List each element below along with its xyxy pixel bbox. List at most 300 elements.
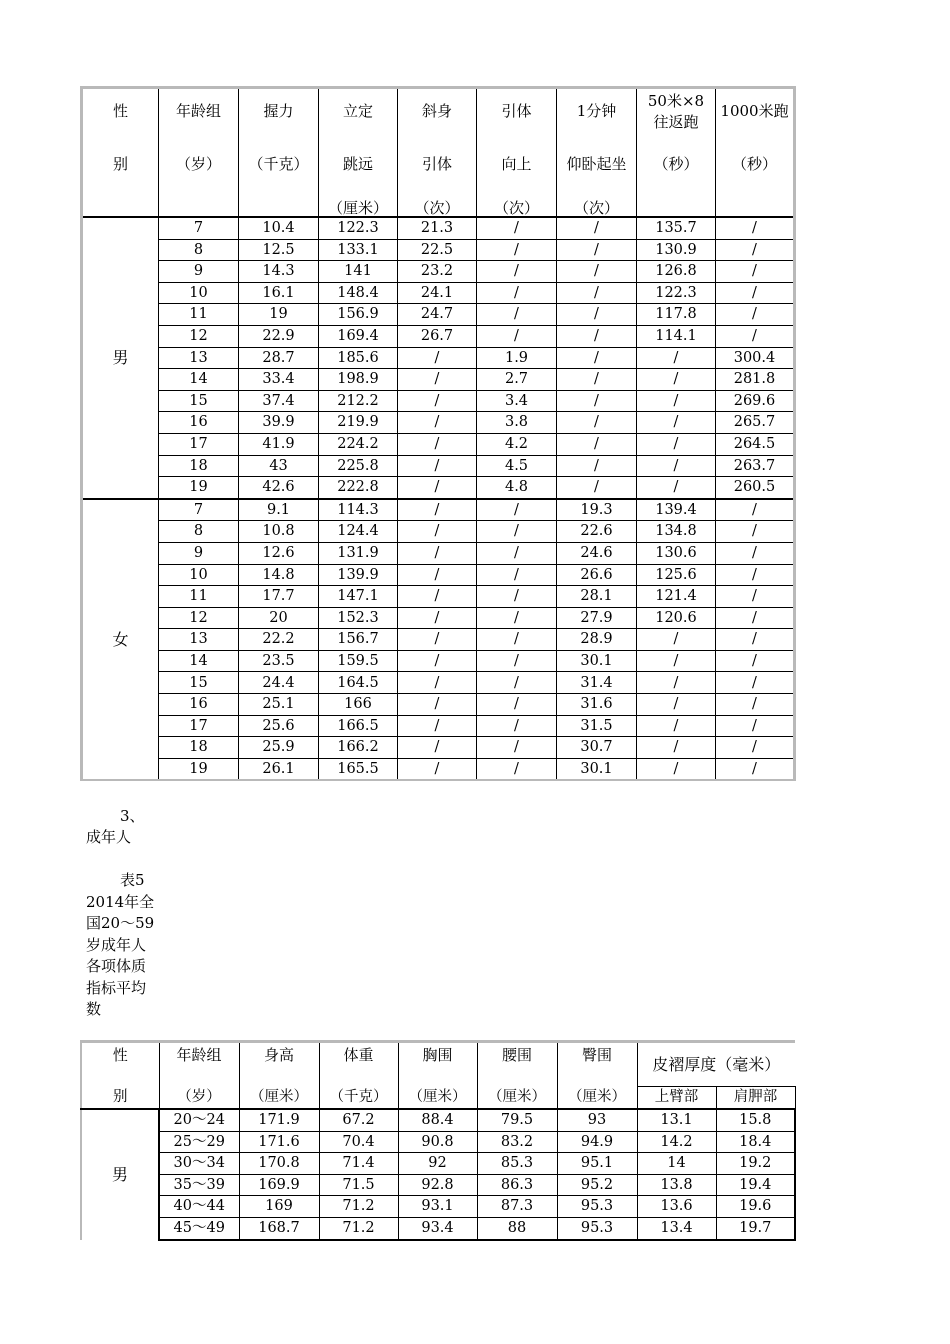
run-1000m-cell: / xyxy=(716,542,795,564)
skinfold-scapula-cell: 19.7 xyxy=(716,1217,795,1239)
header-waist: 腰围 xyxy=(477,1042,557,1087)
weight-cell: 71.2 xyxy=(319,1217,398,1239)
long-jump-cell: 166.5 xyxy=(319,715,398,737)
run-1000m-cell: / xyxy=(716,672,795,694)
shuttle-run-cell: 121.4 xyxy=(637,586,716,608)
shuttle-run-cell: 125.6 xyxy=(637,564,716,586)
grip-cell: 23.5 xyxy=(239,650,319,672)
situp-cell: 28.9 xyxy=(557,629,637,651)
run-1000m-cell: / xyxy=(716,282,795,304)
age-cell: 16 xyxy=(159,412,239,434)
chest-cell: 90.8 xyxy=(398,1131,477,1153)
caption-line: 岁成年人 xyxy=(86,935,147,954)
pullup-cell: / xyxy=(477,672,557,694)
situp-cell: / xyxy=(557,369,637,391)
pullup-cell: / xyxy=(477,586,557,608)
table-row xyxy=(82,607,795,629)
header-sex: 性 xyxy=(81,1042,159,1087)
hip-cell: 95.1 xyxy=(557,1153,637,1175)
grip-cell: 42.6 xyxy=(239,477,319,499)
chest-cell: 93.1 xyxy=(398,1196,477,1218)
inclined-pullup-cell: / xyxy=(398,347,477,369)
grip-cell: 43 xyxy=(239,455,319,477)
table-row xyxy=(82,715,795,737)
pullup-cell: 3.4 xyxy=(477,390,557,412)
long-jump-cell: 133.1 xyxy=(319,239,398,261)
grip-cell: 12.5 xyxy=(239,239,319,261)
run-1000m-cell: 263.7 xyxy=(716,455,795,477)
table-row xyxy=(82,369,795,391)
shuttle-run-cell: 126.8 xyxy=(637,261,716,283)
pullup-cell: / xyxy=(477,694,557,716)
pullup-cell: / xyxy=(477,564,557,586)
header-inclined-pullup: 斜身 引体 （次） xyxy=(398,88,477,218)
waist-cell: 85.3 xyxy=(477,1153,557,1175)
inclined-pullup-cell: / xyxy=(398,521,477,543)
age-cell: 11 xyxy=(159,586,239,608)
run-1000m-cell: / xyxy=(716,499,795,521)
grip-cell: 37.4 xyxy=(239,390,319,412)
header-chest: 胸围 xyxy=(398,1042,477,1087)
shuttle-run-cell: 135.7 xyxy=(637,217,716,239)
run-1000m-cell: 260.5 xyxy=(716,477,795,499)
table-row xyxy=(82,433,795,455)
table-row xyxy=(82,758,795,780)
inclined-pullup-cell: 23.2 xyxy=(398,261,477,283)
shuttle-run-cell: / xyxy=(637,694,716,716)
situp-cell: / xyxy=(557,261,637,283)
header-height-unit: （厘米） xyxy=(239,1087,319,1110)
table-row xyxy=(82,347,795,369)
long-jump-cell: 185.6 xyxy=(319,347,398,369)
situp-cell: 31.4 xyxy=(557,672,637,694)
grip-cell: 9.1 xyxy=(239,499,319,521)
age-cell: 14 xyxy=(159,650,239,672)
age-cell: 18 xyxy=(159,455,239,477)
header-chest-unit: （厘米） xyxy=(398,1087,477,1110)
header-pullup: 引体 向上 （次） xyxy=(477,88,557,218)
pullup-cell: / xyxy=(477,217,557,239)
pullup-cell: 3.8 xyxy=(477,412,557,434)
shuttle-run-cell: 114.1 xyxy=(637,325,716,347)
situp-cell: 19.3 xyxy=(557,499,637,521)
shuttle-run-cell: / xyxy=(637,455,716,477)
situp-cell: / xyxy=(557,412,637,434)
table-row xyxy=(81,1109,795,1131)
height-cell: 168.7 xyxy=(239,1217,319,1239)
header-situp: 1分钟 仰卧起坐 （次） xyxy=(557,88,637,218)
situp-cell: / xyxy=(557,455,637,477)
header-weight-unit: （千克） xyxy=(319,1087,398,1110)
situp-cell: / xyxy=(557,282,637,304)
inclined-pullup-cell: / xyxy=(398,477,477,499)
grip-cell: 25.9 xyxy=(239,737,319,759)
table-row xyxy=(82,217,795,239)
shuttle-run-cell: 130.9 xyxy=(637,239,716,261)
age-cell: 14 xyxy=(159,369,239,391)
waist-cell: 79.5 xyxy=(477,1109,557,1131)
table-row xyxy=(81,1174,795,1196)
age-cell: 25～29 xyxy=(159,1131,239,1153)
age-cell: 19 xyxy=(159,477,239,499)
table-row xyxy=(81,1217,795,1239)
situp-cell: 30.1 xyxy=(557,758,637,780)
age-cell: 10 xyxy=(159,564,239,586)
age-cell: 9 xyxy=(159,261,239,283)
age-cell: 11 xyxy=(159,304,239,326)
skinfold-scapula-cell: 19.2 xyxy=(716,1153,795,1175)
inclined-pullup-cell: / xyxy=(398,586,477,608)
run-1000m-cell: / xyxy=(716,217,795,239)
grip-cell: 28.7 xyxy=(239,347,319,369)
table-row xyxy=(81,1196,795,1218)
inclined-pullup-cell: / xyxy=(398,369,477,391)
age-cell: 9 xyxy=(159,542,239,564)
grip-cell: 25.1 xyxy=(239,694,319,716)
inclined-pullup-cell: / xyxy=(398,650,477,672)
inclined-pullup-cell: / xyxy=(398,542,477,564)
adult-fitness-table xyxy=(80,1040,796,1241)
situp-cell: / xyxy=(557,347,637,369)
table-row xyxy=(82,650,795,672)
table-row xyxy=(82,499,795,521)
age-cell: 13 xyxy=(159,347,239,369)
header-upper-arm: 上臂部 xyxy=(637,1087,716,1110)
pullup-cell: / xyxy=(477,715,557,737)
long-jump-cell: 166 xyxy=(319,694,398,716)
inclined-pullup-cell: 22.5 xyxy=(398,239,477,261)
inclined-pullup-cell: 26.7 xyxy=(398,325,477,347)
run-1000m-cell: 265.7 xyxy=(716,412,795,434)
shuttle-run-cell: 120.6 xyxy=(637,607,716,629)
age-cell: 13 xyxy=(159,629,239,651)
long-jump-cell: 225.8 xyxy=(319,455,398,477)
header-hip: 臀围 xyxy=(557,1042,637,1087)
run-1000m-cell: 281.8 xyxy=(716,369,795,391)
header-weight: 体重 xyxy=(319,1042,398,1087)
age-cell: 7 xyxy=(159,217,239,239)
age-cell: 8 xyxy=(159,521,239,543)
table-row xyxy=(82,455,795,477)
header-grip: 握力 （千克） xyxy=(239,88,319,218)
pullup-cell: / xyxy=(477,650,557,672)
table-row xyxy=(82,542,795,564)
long-jump-cell: 156.9 xyxy=(319,304,398,326)
age-cell: 17 xyxy=(159,433,239,455)
shuttle-run-cell: 139.4 xyxy=(637,499,716,521)
situp-cell: 27.9 xyxy=(557,607,637,629)
waist-cell: 87.3 xyxy=(477,1196,557,1218)
run-1000m-cell: / xyxy=(716,564,795,586)
grip-cell: 17.7 xyxy=(239,586,319,608)
situp-cell: 30.7 xyxy=(557,737,637,759)
inclined-pullup-cell: / xyxy=(398,672,477,694)
chest-cell: 92.8 xyxy=(398,1174,477,1196)
grip-cell: 33.4 xyxy=(239,369,319,391)
table-row xyxy=(82,412,795,434)
grip-cell: 26.1 xyxy=(239,758,319,780)
section-number: 3、 xyxy=(120,807,145,825)
chest-cell: 92 xyxy=(398,1153,477,1175)
header-shuttle-run: 50米×8 往返跑 （秒） xyxy=(637,88,716,218)
long-jump-cell: 224.2 xyxy=(319,433,398,455)
chest-cell: 93.4 xyxy=(398,1217,477,1239)
situp-cell: 31.5 xyxy=(557,715,637,737)
long-jump-cell: 212.2 xyxy=(319,390,398,412)
shuttle-run-cell: / xyxy=(637,758,716,780)
caption-line: 指标平均 xyxy=(86,978,147,997)
long-jump-cell: 131.9 xyxy=(319,542,398,564)
skinfold-arm-cell: 14.2 xyxy=(637,1131,716,1153)
grip-cell: 41.9 xyxy=(239,433,319,455)
run-1000m-cell: 264.5 xyxy=(716,433,795,455)
grip-cell: 10.4 xyxy=(239,217,319,239)
age-cell: 7 xyxy=(159,499,239,521)
caption-line: 数 xyxy=(86,1000,102,1018)
grip-cell: 14.3 xyxy=(239,261,319,283)
long-jump-cell: 165.5 xyxy=(319,758,398,780)
age-cell: 19 xyxy=(159,758,239,780)
age-cell: 40～44 xyxy=(159,1196,239,1218)
table-row xyxy=(81,1153,795,1175)
situp-cell: / xyxy=(557,239,637,261)
long-jump-cell: 124.4 xyxy=(319,521,398,543)
pullup-cell: / xyxy=(477,629,557,651)
age-cell: 12 xyxy=(159,607,239,629)
pullup-cell: / xyxy=(477,542,557,564)
shuttle-run-cell: / xyxy=(637,433,716,455)
caption-line: 2014年全 xyxy=(86,892,155,911)
table-row xyxy=(82,304,795,326)
grip-cell: 39.9 xyxy=(239,412,319,434)
weight-cell: 71.2 xyxy=(319,1196,398,1218)
hip-cell: 95.2 xyxy=(557,1174,637,1196)
age-cell: 8 xyxy=(159,239,239,261)
grip-cell: 10.8 xyxy=(239,521,319,543)
inclined-pullup-cell: / xyxy=(398,715,477,737)
skinfold-scapula-cell: 19.4 xyxy=(716,1174,795,1196)
header-age-group: 年龄组 xyxy=(159,1042,239,1087)
shuttle-run-cell: / xyxy=(637,347,716,369)
caption-line: 表5 xyxy=(120,871,145,889)
waist-cell: 88 xyxy=(477,1217,557,1239)
pullup-cell: / xyxy=(477,282,557,304)
age-cell: 35～39 xyxy=(159,1174,239,1196)
skinfold-scapula-cell: 15.8 xyxy=(716,1109,795,1131)
sex-cell: 男 xyxy=(82,217,159,499)
grip-cell: 25.6 xyxy=(239,715,319,737)
shuttle-run-cell: 122.3 xyxy=(637,282,716,304)
table-row xyxy=(82,737,795,759)
inclined-pullup-cell: / xyxy=(398,412,477,434)
grip-cell: 16.1 xyxy=(239,282,319,304)
weight-cell: 70.4 xyxy=(319,1131,398,1153)
long-jump-cell: 139.9 xyxy=(319,564,398,586)
situp-cell: 24.6 xyxy=(557,542,637,564)
long-jump-cell: 122.3 xyxy=(319,217,398,239)
age-cell: 15 xyxy=(159,390,239,412)
age-cell: 18 xyxy=(159,737,239,759)
height-cell: 171.9 xyxy=(239,1109,319,1131)
table-row xyxy=(82,672,795,694)
long-jump-cell: 152.3 xyxy=(319,607,398,629)
shuttle-run-cell: / xyxy=(637,737,716,759)
skinfold-arm-cell: 13.4 xyxy=(637,1217,716,1239)
run-1000m-cell: 269.6 xyxy=(716,390,795,412)
table-row xyxy=(82,629,795,651)
pullup-cell: / xyxy=(477,499,557,521)
table-row xyxy=(82,390,795,412)
grip-cell: 19 xyxy=(239,304,319,326)
table-row xyxy=(82,239,795,261)
skinfold-arm-cell: 13.6 xyxy=(637,1196,716,1218)
long-jump-cell: 148.4 xyxy=(319,282,398,304)
pullup-cell: / xyxy=(477,737,557,759)
shuttle-run-cell: / xyxy=(637,672,716,694)
grip-cell: 20 xyxy=(239,607,319,629)
inclined-pullup-cell: / xyxy=(398,607,477,629)
inclined-pullup-cell: / xyxy=(398,390,477,412)
table-row xyxy=(82,325,795,347)
header-hip-unit: （厘米） xyxy=(557,1087,637,1110)
table-row xyxy=(82,694,795,716)
long-jump-cell: 222.8 xyxy=(319,477,398,499)
table-row xyxy=(82,521,795,543)
run-1000m-cell: / xyxy=(716,758,795,780)
pullup-cell: 2.7 xyxy=(477,369,557,391)
run-1000m-cell: / xyxy=(716,715,795,737)
inclined-pullup-cell: / xyxy=(398,564,477,586)
hip-cell: 93 xyxy=(557,1109,637,1131)
inclined-pullup-cell: 24.1 xyxy=(398,282,477,304)
situp-cell: / xyxy=(557,325,637,347)
shuttle-run-cell: / xyxy=(637,412,716,434)
inclined-pullup-cell: / xyxy=(398,694,477,716)
header-scapula: 肩胛部 xyxy=(716,1087,795,1110)
run-1000m-cell: 300.4 xyxy=(716,347,795,369)
run-1000m-cell: / xyxy=(716,694,795,716)
long-jump-cell: 159.5 xyxy=(319,650,398,672)
height-cell: 169.9 xyxy=(239,1174,319,1196)
height-cell: 170.8 xyxy=(239,1153,319,1175)
long-jump-cell: 156.7 xyxy=(319,629,398,651)
header-sex: 性 别 xyxy=(82,88,159,218)
situp-cell: / xyxy=(557,433,637,455)
shuttle-run-cell: / xyxy=(637,390,716,412)
pullup-cell: / xyxy=(477,239,557,261)
header-skinfold: 皮褶厚度（毫米） xyxy=(637,1042,795,1087)
grip-cell: 24.4 xyxy=(239,672,319,694)
sex-cell: 男 xyxy=(81,1109,159,1240)
skinfold-scapula-cell: 18.4 xyxy=(716,1131,795,1153)
table1-header-row xyxy=(82,88,795,218)
skinfold-arm-cell: 13.1 xyxy=(637,1109,716,1131)
age-cell: 17 xyxy=(159,715,239,737)
inclined-pullup-cell: 24.7 xyxy=(398,304,477,326)
inclined-pullup-cell: / xyxy=(398,629,477,651)
shuttle-run-cell: 117.8 xyxy=(637,304,716,326)
run-1000m-cell: / xyxy=(716,629,795,651)
inclined-pullup-cell: 21.3 xyxy=(398,217,477,239)
situp-cell: 28.1 xyxy=(557,586,637,608)
caption-line: 国20～59 xyxy=(86,914,155,932)
chest-cell: 88.4 xyxy=(398,1109,477,1131)
pullup-cell: 4.5 xyxy=(477,455,557,477)
table-row xyxy=(82,564,795,586)
long-jump-cell: 219.9 xyxy=(319,412,398,434)
run-1000m-cell: / xyxy=(716,325,795,347)
pullup-cell: / xyxy=(477,758,557,780)
table-row xyxy=(82,477,795,499)
pullup-cell: 1.9 xyxy=(477,347,557,369)
weight-cell: 67.2 xyxy=(319,1109,398,1131)
run-1000m-cell: / xyxy=(716,607,795,629)
situp-cell: 31.6 xyxy=(557,694,637,716)
inclined-pullup-cell: / xyxy=(398,499,477,521)
header-long-jump: 立定 跳远 （厘米） xyxy=(319,88,398,218)
table2-header-row xyxy=(81,1042,795,1087)
grip-cell: 14.8 xyxy=(239,564,319,586)
table-row xyxy=(82,282,795,304)
run-1000m-cell: / xyxy=(716,650,795,672)
long-jump-cell: 198.9 xyxy=(319,369,398,391)
shuttle-run-cell: 134.8 xyxy=(637,521,716,543)
table2-subheader-row xyxy=(81,1087,795,1110)
shuttle-run-cell: / xyxy=(637,629,716,651)
header-sex-2: 别 xyxy=(81,1087,159,1110)
pullup-cell: 4.2 xyxy=(477,433,557,455)
hip-cell: 94.9 xyxy=(557,1131,637,1153)
inclined-pullup-cell: / xyxy=(398,737,477,759)
inclined-pullup-cell: / xyxy=(398,758,477,780)
skinfold-arm-cell: 13.8 xyxy=(637,1174,716,1196)
age-cell: 12 xyxy=(159,325,239,347)
youth-fitness-table xyxy=(80,86,796,781)
table5-caption xyxy=(86,870,154,1021)
long-jump-cell: 114.3 xyxy=(319,499,398,521)
situp-cell: 26.6 xyxy=(557,564,637,586)
situp-cell: 22.6 xyxy=(557,521,637,543)
age-cell: 15 xyxy=(159,672,239,694)
pullup-cell: / xyxy=(477,521,557,543)
grip-cell: 12.6 xyxy=(239,542,319,564)
weight-cell: 71.4 xyxy=(319,1153,398,1175)
pullup-cell: / xyxy=(477,261,557,283)
run-1000m-cell: / xyxy=(716,239,795,261)
shuttle-run-cell: 130.6 xyxy=(637,542,716,564)
situp-cell: / xyxy=(557,217,637,239)
shuttle-run-cell: / xyxy=(637,477,716,499)
age-cell: 10 xyxy=(159,282,239,304)
header-age-group-unit: （岁） xyxy=(159,1087,239,1110)
shuttle-run-cell: / xyxy=(637,650,716,672)
table-row xyxy=(81,1131,795,1153)
header-waist-unit: （厘米） xyxy=(477,1087,557,1110)
shuttle-run-cell: / xyxy=(637,715,716,737)
situp-cell: / xyxy=(557,477,637,499)
inclined-pullup-cell: / xyxy=(398,433,477,455)
run-1000m-cell: / xyxy=(716,586,795,608)
grip-cell: 22.2 xyxy=(239,629,319,651)
pullup-cell: / xyxy=(477,325,557,347)
skinfold-arm-cell: 14 xyxy=(637,1153,716,1175)
skinfold-scapula-cell: 19.6 xyxy=(716,1196,795,1218)
header-age-group: 年龄组 （岁） xyxy=(159,88,239,218)
caption-line: 各项体质 xyxy=(86,957,147,975)
age-cell: 16 xyxy=(159,694,239,716)
pullup-cell: 4.8 xyxy=(477,477,557,499)
height-cell: 171.6 xyxy=(239,1131,319,1153)
